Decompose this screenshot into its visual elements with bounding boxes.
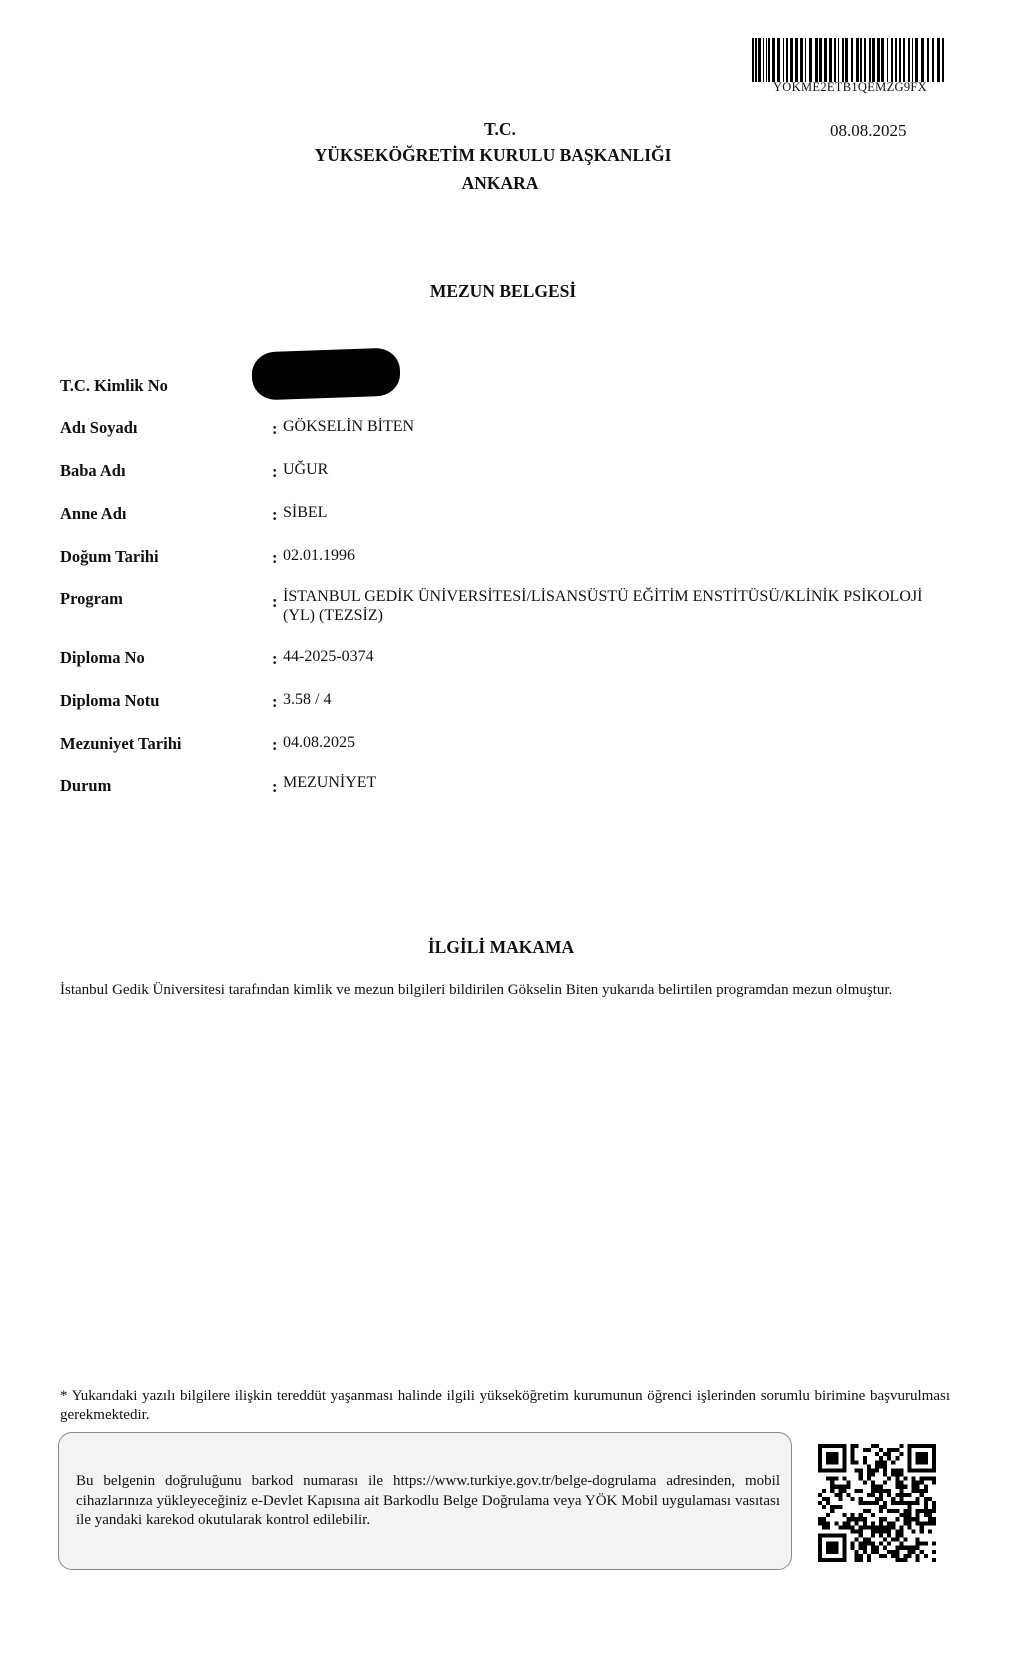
field-value-program: İSTANBUL GEDİK ÜNİVERSİTESİ/LİSANSÜSTÜ EĞİTİM ENSTİTÜSÜ/KLİNİK PSİKOLOJİ (YL) (TEZSİZ) [283, 588, 923, 624]
colon: : [272, 548, 278, 567]
field-value-birthdate: 02.01.1996 [283, 547, 355, 564]
field-value-mother: SİBEL [283, 504, 328, 521]
qr-code-icon [818, 1444, 936, 1562]
field-value-father: UĞUR [283, 461, 329, 478]
colon: : [272, 592, 278, 611]
field-value-graduation-date: 04.08.2025 [283, 734, 355, 751]
redaction-mark [251, 347, 401, 400]
field-label-father: Baba Adı [60, 461, 126, 480]
colon: : [272, 649, 278, 668]
barcode-icon [752, 38, 948, 82]
field-label-graduation-date: Mezuniyet Tarihi [60, 734, 182, 753]
barcode-number: YOKME2ETB1QEMZG9FX [772, 80, 927, 94]
document-title: MEZUN BELGESİ [429, 281, 577, 301]
verification-text: Bu belgenin doğruluğunu barkod numarası ile https://www.turkiye.gov.tr/belge-dogrulama adresinden, mobil cihazlarınıza yükleyeceğiniz e-Devlet Kapısına ait Barkodlu Belge Doğrulama veya YÖK Mobil uygulaması vasıtası ile yandaki karekod okutularak kontrol edilebilir. [76, 1473, 780, 1528]
field-label-status: Durum [60, 776, 112, 795]
footnote: * Yukarıdaki yazılı bilgilere ilişkin tereddüt yaşanması halinde ilgili yükseköğretim kurumunun öğrenci işlerinden sorumlu birimine başvurulması gerekmektedir. [60, 1388, 950, 1423]
field-label-program: Program [60, 589, 123, 608]
colon: : [272, 419, 278, 438]
field-label-diploma-no: Diploma No [60, 648, 145, 667]
colon: : [272, 462, 278, 481]
field-label-birthdate: Doğum Tarihi [60, 547, 159, 566]
colon: : [272, 692, 278, 711]
colon: : [272, 735, 278, 754]
statement-text: İstanbul Gedik Üniversitesi tarafından kimlik ve mezun bilgileri bildirilen Gökselin Biten yukarıda belirtilen programdan mezun olmuştur. [60, 982, 893, 998]
field-value-status: MEZUNİYET [283, 774, 377, 791]
field-value-name: GÖKSELİN BİTEN [283, 418, 415, 435]
field-label-mother: Anne Adı [60, 504, 127, 523]
field-label-tc-kimlik: T.C. Kimlik No [60, 376, 168, 395]
addressee-heading: İLGİLİ MAKAMA [427, 937, 575, 957]
field-label-name: Adı Soyadı [60, 418, 138, 437]
header-city: ANKARA [461, 173, 539, 193]
colon: : [272, 505, 278, 524]
field-value-diploma-no: 44-2025-0374 [283, 648, 374, 665]
colon: : [272, 777, 278, 796]
header-institution: YÜKSEKÖĞRETİM KURULU BAŞKANLIĞI [314, 145, 672, 165]
header-country: T.C. [484, 119, 516, 139]
issue-date: 08.08.2025 [830, 121, 907, 140]
field-value-diploma-grade: 3.58 / 4 [283, 691, 332, 708]
field-label-diploma-grade: Diploma Notu [60, 691, 160, 710]
